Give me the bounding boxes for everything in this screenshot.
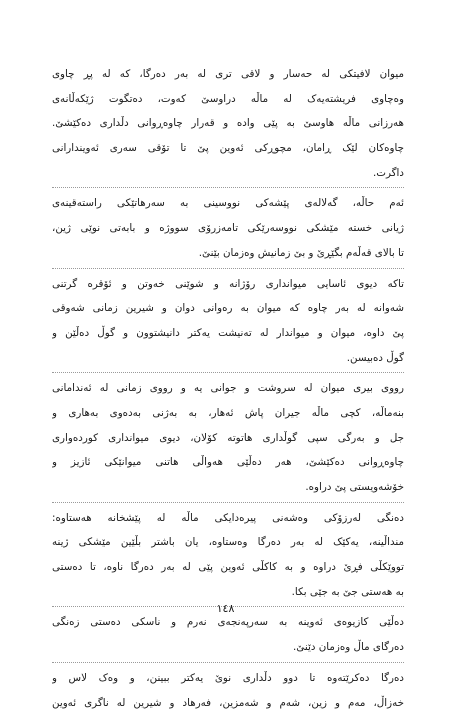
page-number: ١٤٨ [216,602,235,615]
text-line: چاوەکان لێک ڕامان، مچوڕکی ئەوین پێ تا تۆقی سەری ئەویندارانی [52,142,404,155]
text-line: تاکە دیوی ئاسایی میوانداری رۆژانە و شوێنی خەوتن و ئۆقرە گرتنی [52,277,404,290]
text-line: میوان لافیتکی لە حەسار و لاقی تری لە بەر دەرگا، کە لە پڕ چاوی [52,68,404,80]
paragraph-4 [52,376,404,502]
paragraph-2 [52,191,404,268]
paragraph-6 [52,610,404,662]
paragraph-1 [52,62,404,188]
text-line: بە هەستی جێ بە جێی بکا. [291,585,404,598]
text-line: رووی بیری میوان لە سروشت و جوانی یە و رووی زمانی لە ئەندامانی [52,382,404,395]
text-line: داگرت. [373,166,404,179]
paragraph-7 [52,666,404,717]
text-line: خەزاڵ، مەم و زین، شەم و شەمزین، فەرهاد و شیرین لە ناگری ئەوین [52,696,404,709]
text-line: گوڵ دەبیسن. [346,351,404,364]
body-text [52,62,404,720]
text-line: تووێکڵی فڕێ دراوە و بە کاکڵی ئەوین پێی لە بەر دەرگا ناوە، تا دەستی [52,561,404,574]
paragraph-5 [52,506,404,608]
text-line: خۆشەویستی پێ دراوە. [305,481,404,493]
text-line: وەچاوی فریشتەیەک لە ماڵە دراوسێ کەوت، دەتگوت ژێکەڵانەی [52,92,404,105]
text-line: بنەماڵە، کچی ماڵە جیران پاش ئەهار، بە بەژنی بەدەوی بەهاری و [52,406,404,419]
text-line: چاوەڕوانی دەکێشێ، هەر دەڵێی هەواڵی هاتنی میوانێکی ئازیز و [52,456,404,469]
text-line: هەرزانی ماڵە هاوسێ بە پێی وادە و قەرار چاوەڕوانی دڵداری دەکێشێ. [52,117,404,130]
text-line: ئەم حاڵە، گەلالەی پێشەکی نووسینی بە سەرهاتێکی راستەقینەی [52,197,404,210]
text-line: دەنگی لەرزۆکی وەشەنی پیرەدایکی ماڵە لە پێشخانە هەستاوە: [52,511,404,524]
text-line: شەوانە لە بەر چاوە کە میوان بە رەوانی دوان و شیرین زمانی شەوقی [52,302,404,315]
text-line: تا بالای قەڵەم بگێڕێ و بێ زمانیش وەزمان بێنێ. [198,246,404,259]
text-line: پێ داوە، میوان و میواندار لە تەنیشت یەکتر دانیشتوون و گوڵ دەڵێن و [52,326,404,339]
text-line: دەڵێی کازیوەی ئەوینە بە سەرپەنجەی نەرم و ناسکی دەستی زەنگی [52,616,404,629]
text-line: منداڵینە، یەکێک لە بەر دەرگا وەستاوە، یان باشتر بڵێین مێشکی ژینە [52,536,404,549]
paragraph-3 [52,272,404,374]
text-line: دەرگای ماڵ وەزمان دێنێ. [293,641,404,654]
text-line: ژیانی خستە مێشکی نووسەرێکی تامەزرۆی سووژە و بابەتی نوێی ژین، [52,222,404,235]
text-line: جل و بەرگی سپی گوڵداری هاتوتە کۆلان، دیوی میوانداری کوردەواری [52,431,404,444]
text-line: دەرگا دەکرێتەوە تا دوو دڵداری نوێ یەکتر ببینن، و وەک لاس و [52,671,404,684]
